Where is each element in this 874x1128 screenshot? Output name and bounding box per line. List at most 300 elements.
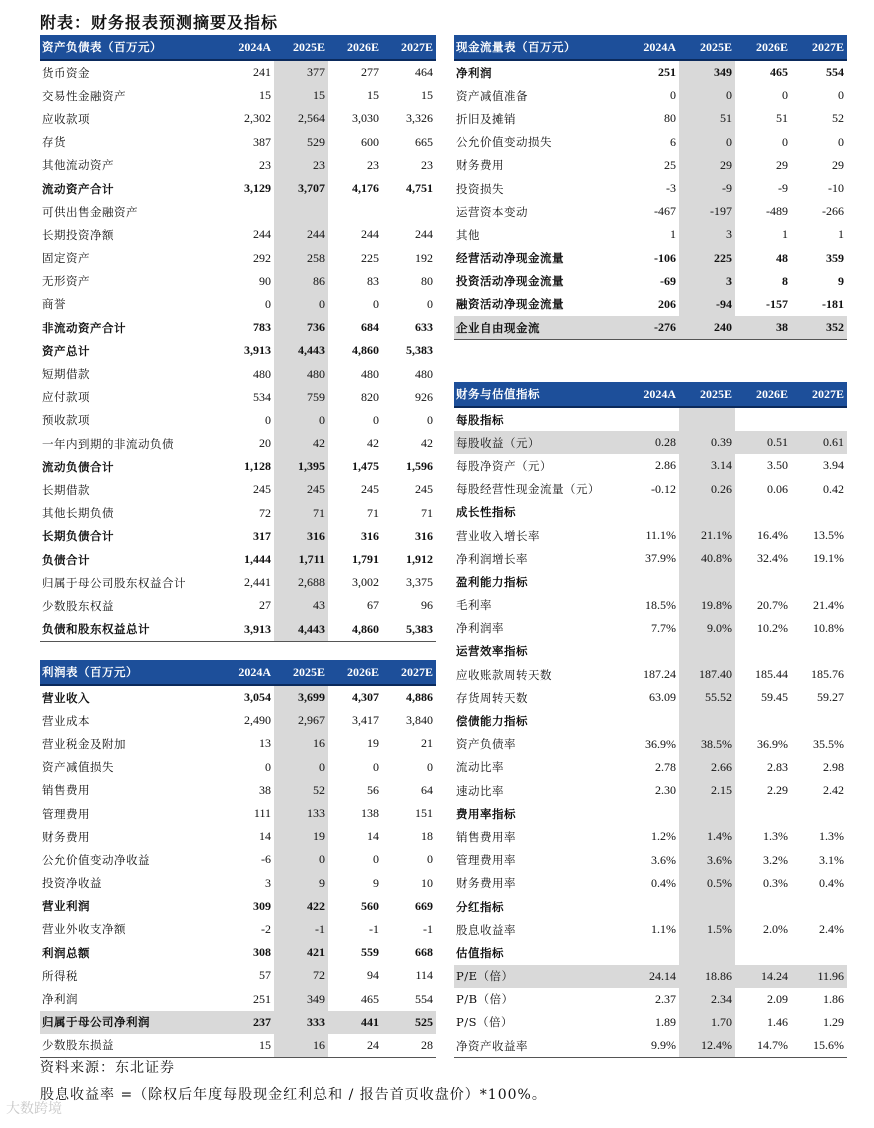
row-value: 29 [679, 154, 735, 177]
row-value: 244 [274, 223, 328, 246]
row-value [679, 895, 735, 918]
row-value: 3,707 [274, 177, 328, 200]
row-label: 归属于母公司股东权益合计 [42, 575, 186, 590]
row-value: 48 [776, 250, 788, 265]
row-value: 19 [274, 825, 328, 848]
row-value: 333 [274, 1011, 328, 1034]
table-row [40, 732, 436, 755]
table-row [40, 918, 436, 941]
row-value: 0 [373, 296, 379, 311]
row-value: 38.5% [679, 733, 735, 756]
row-value: 8 [782, 273, 788, 288]
row-value: 36.9% [757, 736, 788, 751]
row-value: 11.1% [645, 528, 676, 543]
row-value: 64 [421, 782, 433, 797]
table-row [454, 223, 847, 246]
row-value: 9.0% [679, 617, 735, 640]
row-value: 4,860 [352, 343, 379, 358]
row-value: 2.66 [679, 756, 735, 779]
row-value: 258 [274, 247, 328, 270]
row-value: 192 [415, 250, 433, 265]
row-value: 52 [832, 111, 844, 126]
row-value [328, 200, 382, 223]
row-label: 估值指标 [456, 945, 504, 960]
table-row [454, 594, 847, 617]
row-value: 225 [361, 250, 379, 265]
row-value: 56 [367, 782, 379, 797]
row-label: 应收账款周转天数 [456, 667, 552, 682]
row-label: 运营资本变动 [456, 204, 528, 219]
row-value: 20.7% [757, 597, 788, 612]
row-value: 2.78 [655, 759, 676, 774]
row-value: -1 [369, 921, 379, 936]
row-value: 42 [421, 436, 433, 451]
row-value: 309 [253, 898, 271, 913]
row-value: 18.86 [679, 965, 735, 988]
row-value: 377 [274, 60, 328, 84]
row-value: 0 [670, 88, 676, 103]
header-title: 财务与估值指标 [454, 382, 623, 407]
row-value: 2.98 [823, 759, 844, 774]
row-value: 665 [415, 134, 433, 149]
row-value: 15 [367, 88, 379, 103]
row-value: 441 [328, 1011, 382, 1034]
row-label: 存货周转天数 [456, 690, 528, 705]
row-value: 1.29 [823, 1014, 844, 1029]
row-value: 23 [367, 157, 379, 172]
row-value [735, 640, 791, 663]
row-value: 23 [421, 157, 433, 172]
table-row [454, 431, 847, 454]
table-row [40, 779, 436, 802]
table-row [40, 316, 436, 339]
row-value: -3 [666, 181, 676, 196]
row-label: 负债合计 [42, 552, 90, 567]
row-value: 94 [367, 968, 379, 983]
table-row [454, 918, 847, 941]
row-value: 23 [274, 154, 328, 177]
row-value: 480 [253, 366, 271, 381]
row-value [623, 640, 679, 663]
row-value: 86 [274, 270, 328, 293]
table-row [40, 872, 436, 895]
row-value: 3.6% [679, 849, 735, 872]
table-row [40, 525, 436, 548]
dividend-yield-note: 股息收益率 =（除权后年度每股现金红利总和 / 报告首页收盘价）*100%。 [40, 1087, 547, 1103]
row-label: 销售费用率 [456, 829, 516, 844]
row-label: 资产总计 [42, 343, 90, 358]
row-value [791, 895, 847, 918]
income-statement-table [40, 660, 436, 1058]
row-value: 2.37 [655, 991, 676, 1006]
row-value: 27 [259, 598, 271, 613]
row-value [791, 941, 847, 964]
table-row [454, 478, 847, 501]
row-value: 185.44 [755, 667, 788, 682]
row-value: 51 [776, 111, 788, 126]
row-value: -69 [660, 273, 676, 288]
row-value: 245 [274, 478, 328, 501]
row-label: P/S（倍） [456, 1015, 513, 1030]
row-value: 2.09 [767, 991, 788, 1006]
row-value: 352 [791, 316, 847, 340]
row-value: 59.27 [817, 690, 844, 705]
row-value: 1,596 [406, 459, 433, 474]
row-value: 2,490 [244, 713, 271, 728]
row-value: 3,326 [406, 111, 433, 126]
table-row [454, 60, 847, 84]
header-year: 2026E [328, 35, 382, 60]
row-value: 35.5% [813, 736, 844, 751]
row-label: 每股收益（元） [454, 431, 623, 454]
row-label: 每股经营性现金流量（元） [456, 482, 600, 497]
row-value: 25 [664, 157, 676, 172]
row-value: 13.5% [813, 528, 844, 543]
row-value: 0 [782, 88, 788, 103]
table-row [40, 293, 436, 316]
row-label: 营业外收支净额 [42, 922, 126, 937]
row-value [735, 802, 791, 825]
row-value: 0.39 [679, 431, 735, 454]
row-value: 0 [274, 293, 328, 316]
table-row [40, 223, 436, 246]
row-value: 349 [274, 987, 328, 1010]
row-value: 15.6% [791, 1034, 847, 1058]
row-value: 0 [373, 759, 379, 774]
row-value: 3.50 [767, 458, 788, 473]
row-value: 55.52 [679, 686, 735, 709]
row-value: 18.5% [645, 597, 676, 612]
row-value: 14.24 [735, 965, 791, 988]
row-label: 长期借款 [42, 482, 90, 497]
row-label: 企业自由现金流 [454, 316, 623, 340]
header-year: 2025E [274, 660, 328, 685]
row-value: 0 [679, 84, 735, 107]
row-value [382, 200, 436, 223]
row-label: 经营活动净现金流量 [456, 251, 564, 266]
row-value: 3,030 [352, 111, 379, 126]
row-value: 59.45 [761, 690, 788, 705]
row-value: 42 [274, 432, 328, 455]
table-row [40, 1034, 436, 1058]
table-row [454, 663, 847, 686]
row-value: 2,564 [274, 107, 328, 130]
row-label: 投资净收益 [42, 876, 102, 891]
row-value: 9 [838, 273, 844, 288]
table-row [40, 848, 436, 871]
row-value: 1 [782, 227, 788, 242]
row-value: 151 [415, 806, 433, 821]
row-value: 14.7% [735, 1034, 791, 1058]
row-value: 2.34 [679, 988, 735, 1011]
row-value [679, 570, 735, 593]
table-row [454, 200, 847, 223]
row-value: 3 [679, 270, 735, 293]
row-value [220, 200, 274, 223]
row-value: 43 [274, 594, 328, 617]
row-value [679, 709, 735, 732]
row-value: 15 [421, 88, 433, 103]
row-label: 少数股东损益 [40, 1034, 220, 1058]
table-row [454, 686, 847, 709]
row-label: 净利润 [456, 65, 492, 80]
row-value [735, 709, 791, 732]
row-label: 预收款项 [42, 413, 90, 428]
row-value: 21.1% [679, 524, 735, 547]
row-value: 206 [658, 296, 676, 311]
row-value: 1.5% [679, 918, 735, 941]
table-row [40, 987, 436, 1010]
row-value: 926 [415, 389, 433, 404]
row-value: 10.2% [757, 620, 788, 635]
row-label: 营业税金及附加 [42, 736, 126, 751]
row-value: 421 [274, 941, 328, 964]
table-row [40, 177, 436, 200]
row-value [623, 570, 679, 593]
row-value: 684 [361, 320, 379, 335]
row-value: 317 [253, 528, 271, 543]
row-value: 525 [382, 1011, 436, 1034]
table-row [454, 872, 847, 895]
header-year: 2024A [623, 35, 679, 60]
row-value: 422 [274, 895, 328, 918]
row-value: 0.4% [819, 875, 844, 890]
row-value: 359 [826, 250, 844, 265]
row-value: 292 [253, 250, 271, 265]
table-row [454, 825, 847, 848]
table-row [40, 362, 436, 385]
table-row [454, 270, 847, 293]
row-value: 1 [838, 227, 844, 242]
row-value: -467 [654, 204, 676, 219]
row-label: 商誉 [42, 297, 66, 312]
row-label: 营业利润 [42, 899, 90, 914]
row-value: 559 [361, 945, 379, 960]
row-label: 长期负债合计 [42, 529, 114, 544]
table-header [40, 35, 436, 60]
row-value: -106 [654, 250, 676, 265]
row-value: 38 [735, 316, 791, 340]
row-label: 其他长期负债 [42, 506, 114, 521]
table-row [454, 570, 847, 593]
cash-flow-table [454, 35, 847, 340]
table-row [454, 733, 847, 756]
row-value: 0.3% [763, 875, 788, 890]
row-value: 1.1% [651, 922, 676, 937]
row-label: 短期借款 [42, 367, 90, 382]
row-value: 480 [361, 366, 379, 381]
row-value: 0 [274, 756, 328, 779]
row-value: 240 [679, 316, 735, 340]
table-row [40, 548, 436, 571]
row-value: 316 [415, 528, 433, 543]
row-value: 2.42 [823, 783, 844, 798]
row-label: 非流动资产合计 [42, 320, 126, 335]
row-value: 185.76 [811, 667, 844, 682]
row-value [735, 570, 791, 593]
row-value: 1,791 [352, 552, 379, 567]
row-value: 9 [274, 872, 328, 895]
table-row [40, 84, 436, 107]
table-row [454, 524, 847, 547]
row-value: -94 [679, 293, 735, 316]
table-row [454, 1011, 847, 1034]
table-row [40, 685, 436, 709]
row-value: 15 [220, 1034, 274, 1058]
row-value [791, 570, 847, 593]
row-value: 1,475 [352, 459, 379, 474]
row-value: 67 [367, 598, 379, 613]
row-value: 3.14 [679, 454, 735, 477]
row-value: 554 [826, 65, 844, 80]
row-value: -181 [822, 296, 844, 311]
row-value: 16 [274, 732, 328, 755]
row-value: 72 [259, 505, 271, 520]
row-value: 57 [259, 968, 271, 983]
row-value: 0 [274, 848, 328, 871]
row-value: 0.28 [623, 431, 679, 454]
row-value: 2.0% [763, 922, 788, 937]
row-value: -10 [828, 181, 844, 196]
row-value: 2,441 [244, 575, 271, 590]
row-value: 16.4% [757, 528, 788, 543]
row-value: 1.89 [655, 1014, 676, 1029]
row-value: 2.83 [767, 759, 788, 774]
table-row [40, 756, 436, 779]
row-value: 21.4% [813, 597, 844, 612]
table-row [454, 177, 847, 200]
row-value: 251 [658, 65, 676, 80]
row-value: 1,912 [406, 552, 433, 567]
table-row [40, 339, 436, 362]
row-value: 52 [274, 779, 328, 802]
row-value: 2.30 [655, 783, 676, 798]
row-value: 529 [274, 131, 328, 154]
row-label: 净利润率 [456, 621, 504, 636]
row-value: 21 [421, 736, 433, 751]
row-label: 公允价值变动损失 [456, 135, 552, 150]
row-value: 0.51 [735, 431, 791, 454]
row-label: 无形资产 [42, 274, 90, 289]
row-value: 316 [274, 525, 328, 548]
row-value: -0.12 [651, 481, 676, 496]
row-value: 90 [259, 273, 271, 288]
row-label: 管理费用 [42, 806, 90, 821]
watermark: 大数跨境 [6, 1101, 62, 1117]
row-value: 1.3% [819, 829, 844, 844]
row-value: 560 [361, 898, 379, 913]
row-value: -1 [423, 921, 433, 936]
row-value [791, 709, 847, 732]
row-label: 所得税 [42, 968, 78, 983]
row-label: 管理费用率 [456, 853, 516, 868]
row-value: 2,688 [274, 571, 328, 594]
row-value: 1.70 [679, 1011, 735, 1034]
header-year: 2025E [679, 382, 735, 407]
row-value: 38 [259, 782, 271, 797]
row-value: 237 [220, 1011, 274, 1034]
row-value: 534 [253, 389, 271, 404]
row-value: 15 [259, 88, 271, 103]
row-value: 4,751 [406, 181, 433, 196]
row-value: 277 [361, 65, 379, 80]
row-value: 3,840 [406, 713, 433, 728]
row-label: 应付款项 [42, 390, 90, 405]
row-value: 36.9% [645, 736, 676, 751]
row-label: 交易性金融资产 [42, 88, 126, 103]
row-value: 245 [415, 482, 433, 497]
row-label: 毛利率 [456, 598, 492, 613]
row-value: 16 [274, 1034, 328, 1058]
row-value: 63.09 [649, 690, 676, 705]
row-value: 0 [427, 759, 433, 774]
table-row [454, 154, 847, 177]
row-label: 流动比率 [456, 760, 504, 775]
table-row [40, 571, 436, 594]
table-row [454, 84, 847, 107]
row-label: 成长性指标 [456, 505, 516, 520]
row-value: 10.8% [813, 620, 844, 635]
row-value [679, 941, 735, 964]
row-value: 28 [382, 1034, 436, 1058]
table-row [454, 640, 847, 663]
row-value: -157 [766, 296, 788, 311]
row-value: 465 [770, 65, 788, 80]
row-value: 245 [253, 482, 271, 497]
row-value: -276 [623, 316, 679, 340]
row-value: 5,383 [406, 343, 433, 358]
row-value: 0 [373, 852, 379, 867]
header-title: 现金流量表（百万元） [454, 35, 623, 60]
row-value: 0.06 [767, 481, 788, 496]
row-value: 4,443 [274, 618, 328, 642]
row-value: 83 [367, 273, 379, 288]
row-value: 600 [361, 134, 379, 149]
row-value [623, 709, 679, 732]
row-label: 营业收入增长率 [456, 528, 540, 543]
table-row [40, 618, 436, 642]
row-label: 长期投资净额 [42, 227, 114, 242]
row-value: 4,886 [406, 690, 433, 705]
table-row [40, 386, 436, 409]
row-value [791, 640, 847, 663]
row-value: 0 [838, 88, 844, 103]
header-year: 2024A [220, 660, 274, 685]
row-value [623, 895, 679, 918]
table-row [40, 825, 436, 848]
row-label: 折旧及摊销 [456, 111, 516, 126]
header-year: 2025E [274, 35, 328, 60]
table-row [40, 709, 436, 732]
row-value: -2 [261, 921, 271, 936]
table-row [454, 849, 847, 872]
row-value: 10 [421, 875, 433, 890]
table-header [40, 660, 436, 685]
row-value: 244 [253, 227, 271, 242]
row-value: 29 [832, 157, 844, 172]
row-value: 19.1% [813, 551, 844, 566]
row-value: 3,129 [244, 181, 271, 196]
row-value: 3 [679, 223, 735, 246]
row-label: 销售费用 [42, 783, 90, 798]
row-label: 分红指标 [456, 899, 504, 914]
row-value [735, 407, 791, 431]
row-label: 盈利能力指标 [456, 574, 528, 589]
row-label: 流动资产合计 [42, 181, 114, 196]
row-value: 1,444 [244, 552, 271, 567]
row-value: 7.7% [651, 620, 676, 635]
table-row [40, 964, 436, 987]
